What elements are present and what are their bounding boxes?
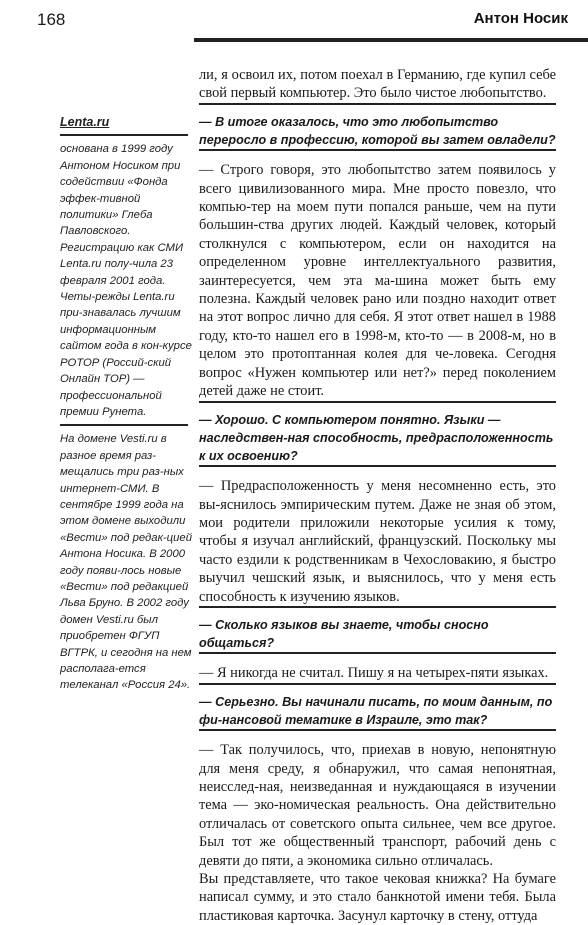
header-rule: [194, 38, 588, 42]
interview-answer: — Предрасположенность у меня несомненно есть, это вы-яснилось эмпирическим путем. Даже не зная об этом, мои родители приложили некоторые усилия к тому, чтобы я изучал английский, французский. Поскольку мы часто ездили к родственникам в Чехословакию, я быстро выучил чешский язык, и выяснилось, что у меня есть способность к изучению языков.: [199, 465, 556, 606]
interview-answer: — Строго говоря, это любопытство затем появилось у всего цивилизованного мира. Мне просто повезло, что компью-тер на моем пути попался раньше, чем на пути большин-ства других людей. Каждый человек, который столкнулся с компьютером, если он находится на определенном уровне интеллектуального развития, заинтересуется, чем эта ма-шина может быть ему полезна. Каждый человек рано или поздно находит ответ на этот вопрос лично для себя. Я этот ответ нашел в 1988 году, кто-то нашел его в 1998-м, кто-то — в 2008-м, но в целом это протоптанная колея для че-ловека. Сегодня вопрос «Нужен компьютер или нет?» перед поколением детей даже не стоит.: [199, 149, 556, 400]
sidebar-title: Lenta.ru: [60, 115, 110, 129]
interview-answer: — Я никогда не считал. Пишу я на четырех-пяти языках.: [199, 652, 556, 682]
interview-question: — Серьезно. Вы начинали писать, по моим данным, по фи-нансовой тематике в Израиле, это так?: [199, 683, 556, 729]
interview-question: — Хорошо. С компьютером понятно. Языки — наследствен-ная способность, предрасположенность к их освоению?: [199, 401, 556, 466]
interview-answer: — Так получилось, что, приехав в новую, непонятную для меня среду, я обнаружил, что самая непонятная, неисслед-ная, неизведанная и нуждающаяся в изучении тема — эко-номическая реальность. Она действительно отличалась от советского опыта сильнее, чем все другое. Был тот же общественный транспорт, рабочий день с девяти до пяти, а экономика сильно отличалась.: [199, 729, 556, 870]
sidebar-divider: [60, 424, 188, 426]
paragraph: ли, я освоил их, потом поехал в Германию, где купил себе свой первый компьютер. Это было чистое любопытство.: [199, 67, 556, 102]
main-text: [199, 66, 556, 925]
interview-question: — Сколько языков вы знаете, чтобы сносно общаться?: [199, 606, 556, 652]
sidebar-paragraph: основана в 1999 году Антоном Носиком при содействии «Фонда эффек-тивной политики» Глеба Павловского. Регистрацию как СМИ Lenta.ru полу-чила 23 февраля 2001 года. Четы-режды Lenta.ru при-знавалась лучшим информационным сайтом года в кон-курсе РОТОР (Россий-ский Онлайн ТОР) — профессиональной премии Рунета.: [60, 143, 192, 418]
sidebar-note: [60, 114, 192, 694]
sidebar-divider: [60, 134, 188, 136]
paragraph: Вы представляете, что такое чековая книжка? На бумаге написал сумму, и это стало банкнотой имени тебя. Была пластиковая карточка. Засунул карточку в стену, оттуда: [199, 871, 556, 924]
page-number: 168: [37, 10, 66, 29]
running-head: Антон Носик: [473, 10, 568, 27]
interview-question: — В итоге оказалось, что это любопытство переросло в профессию, которой вы затем овладели?: [199, 103, 556, 149]
page-header: [0, 0, 588, 50]
sidebar-paragraph: На домене Vesti.ru в разное время раз-мещались три раз-ных интернет-СМИ. В сентябре 1999 года на этом домене выходили «Вести» под редак-цией Антона Носика. В 2000 году появи-лось новые «Вести» под редакцией Льва Бруно. В 2002 году домен Vesti.ru был приобретен ФГУП ВГТРК, и сегодня на нем располага-ется телеканал «Россия 24».: [60, 433, 192, 692]
